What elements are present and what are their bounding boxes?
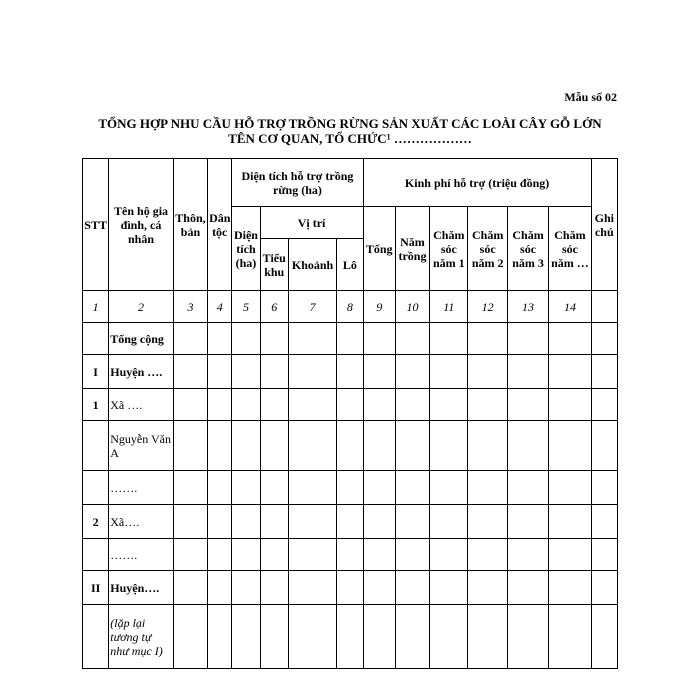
empty-cell <box>468 421 507 471</box>
header-care-year-3: Chăm sóc năm 3 <box>507 207 548 291</box>
header-area: Diện tích (ha) <box>232 207 260 291</box>
empty-cell <box>173 539 207 571</box>
empty-cell <box>363 389 395 421</box>
table-row <box>83 421 618 471</box>
empty-cell <box>260 539 288 571</box>
header-plot-zone: Khoảnh <box>288 239 336 291</box>
empty-cell <box>232 421 260 471</box>
empty-cell <box>232 571 260 605</box>
empty-cell <box>337 605 363 669</box>
empty-cell <box>363 505 395 539</box>
empty-cell <box>208 471 232 505</box>
empty-cell <box>173 471 207 505</box>
header-planting-year: Năm trồng <box>395 207 429 291</box>
header-care-year-1: Chăm sóc năm 1 <box>430 207 468 291</box>
row-name: Huyện…. <box>109 571 174 605</box>
row-name: Xã…. <box>109 505 174 539</box>
empty-cell <box>337 323 363 355</box>
column-number-row <box>83 291 618 323</box>
empty-cell <box>507 571 548 605</box>
empty-cell <box>507 421 548 471</box>
row-stt <box>83 323 109 355</box>
header-household: Tên hộ gia đình, cá nhân <box>109 159 174 291</box>
empty-cell <box>337 471 363 505</box>
empty-cell <box>591 291 617 323</box>
column-number: 12 <box>468 291 507 323</box>
empty-cell <box>549 389 591 421</box>
empty-cell <box>173 355 207 389</box>
row-name: Nguyễn Văn A <box>109 421 174 471</box>
column-number: 9 <box>363 291 395 323</box>
empty-cell <box>232 505 260 539</box>
empty-cell <box>232 389 260 421</box>
empty-cell <box>591 571 617 605</box>
table-row <box>83 605 618 669</box>
empty-cell <box>468 389 507 421</box>
empty-cell <box>395 421 429 471</box>
header-location: Vị trí <box>260 207 363 239</box>
title-line-1: TỔNG HỢP NHU CẦU HỖ TRỢ TRỒNG RỪNG SẢN XUẤT CÁC LOÀI CÂY GỖ LỚN <box>98 116 602 131</box>
header-care-year-2: Chăm sóc năm 2 <box>468 207 507 291</box>
empty-cell <box>363 571 395 605</box>
empty-cell <box>260 505 288 539</box>
table-row <box>83 539 618 571</box>
empty-cell <box>591 421 617 471</box>
empty-cell <box>173 605 207 669</box>
empty-cell <box>507 355 548 389</box>
row-stt: 1 <box>83 389 109 421</box>
empty-cell <box>337 505 363 539</box>
empty-cell <box>173 421 207 471</box>
empty-cell <box>363 421 395 471</box>
empty-cell <box>288 389 336 421</box>
empty-cell <box>395 471 429 505</box>
form-number: Mẫu số 02 <box>564 90 617 104</box>
empty-cell <box>395 505 429 539</box>
empty-cell <box>260 571 288 605</box>
column-number: 2 <box>109 291 174 323</box>
column-number: 8 <box>337 291 363 323</box>
empty-cell <box>363 605 395 669</box>
header-care-year-n: Chăm sóc năm … <box>549 207 591 291</box>
empty-cell <box>395 389 429 421</box>
empty-cell <box>430 421 468 471</box>
row-name: Huyện …. <box>109 355 174 389</box>
table-row <box>83 389 618 421</box>
empty-cell <box>173 323 207 355</box>
column-number: 7 <box>288 291 336 323</box>
header-village: Thôn, bản <box>173 159 207 291</box>
column-number: 1 <box>83 291 109 323</box>
empty-cell <box>395 323 429 355</box>
empty-cell <box>549 605 591 669</box>
empty-cell <box>232 323 260 355</box>
empty-cell <box>468 605 507 669</box>
row-stt: II <box>83 571 109 605</box>
empty-cell <box>363 355 395 389</box>
empty-cell <box>468 323 507 355</box>
row-name: Xã …. <box>109 389 174 421</box>
empty-cell <box>260 355 288 389</box>
row-name: ……. <box>109 539 174 571</box>
empty-cell <box>468 505 507 539</box>
column-number: 10 <box>395 291 429 323</box>
empty-cell <box>430 539 468 571</box>
table-row <box>83 471 618 505</box>
empty-cell <box>468 539 507 571</box>
empty-cell <box>430 605 468 669</box>
header-funding-group: Kinh phí hỗ trợ (triệu đồng) <box>363 159 591 207</box>
empty-cell <box>363 539 395 571</box>
empty-cell <box>337 571 363 605</box>
empty-cell <box>260 421 288 471</box>
empty-cell <box>208 355 232 389</box>
empty-cell <box>395 539 429 571</box>
empty-cell <box>507 505 548 539</box>
table-row <box>83 323 618 355</box>
empty-cell <box>591 539 617 571</box>
empty-cell <box>260 471 288 505</box>
empty-cell <box>507 389 548 421</box>
header-stt: STT <box>83 159 109 291</box>
empty-cell <box>395 355 429 389</box>
table-row <box>83 505 618 539</box>
empty-cell <box>507 539 548 571</box>
empty-cell <box>260 389 288 421</box>
empty-cell <box>363 471 395 505</box>
empty-cell <box>430 571 468 605</box>
empty-cell <box>430 355 468 389</box>
row-stt <box>83 471 109 505</box>
empty-cell <box>337 389 363 421</box>
empty-cell <box>337 355 363 389</box>
empty-cell <box>549 539 591 571</box>
empty-cell <box>549 505 591 539</box>
empty-cell <box>591 355 617 389</box>
table-row <box>83 355 618 389</box>
header-total: Tổng <box>363 207 395 291</box>
empty-cell <box>430 323 468 355</box>
header-ethnic: Dân tộc <box>208 159 232 291</box>
empty-cell <box>549 355 591 389</box>
row-stt: I <box>83 355 109 389</box>
empty-cell <box>208 505 232 539</box>
empty-cell <box>208 389 232 421</box>
empty-cell <box>208 323 232 355</box>
header-lot: Lô <box>337 239 363 291</box>
empty-cell <box>208 539 232 571</box>
row-name: (lặp lại tương tự như mục I) <box>109 605 174 669</box>
header-area-group: Diện tích hỗ trợ trồng rừng (ha) <box>232 159 363 207</box>
empty-cell <box>395 571 429 605</box>
empty-cell <box>507 323 548 355</box>
empty-cell <box>208 571 232 605</box>
row-stt <box>83 421 109 471</box>
empty-cell <box>260 323 288 355</box>
empty-cell <box>173 505 207 539</box>
empty-cell <box>430 389 468 421</box>
empty-cell <box>549 571 591 605</box>
empty-cell <box>288 355 336 389</box>
empty-cell <box>507 605 548 669</box>
row-stt <box>83 605 109 669</box>
empty-cell <box>288 605 336 669</box>
title-line-2: TÊN CƠ QUAN, TỔ CHỨC¹ ……………… <box>228 131 472 146</box>
column-number: 3 <box>173 291 207 323</box>
column-number: 5 <box>232 291 260 323</box>
empty-cell <box>173 389 207 421</box>
empty-cell <box>288 323 336 355</box>
header-sub-zone: Tiểu khu <box>260 239 288 291</box>
empty-cell <box>288 539 336 571</box>
empty-cell <box>337 539 363 571</box>
empty-cell <box>468 571 507 605</box>
empty-cell <box>208 605 232 669</box>
summary-table <box>82 158 618 669</box>
empty-cell <box>430 505 468 539</box>
empty-cell <box>288 571 336 605</box>
empty-cell <box>288 421 336 471</box>
empty-cell <box>288 505 336 539</box>
empty-cell <box>232 355 260 389</box>
empty-cell <box>430 471 468 505</box>
empty-cell <box>395 605 429 669</box>
empty-cell <box>468 355 507 389</box>
row-stt <box>83 539 109 571</box>
empty-cell <box>173 571 207 605</box>
row-name: Tổng cộng <box>109 323 174 355</box>
column-number: 13 <box>507 291 548 323</box>
empty-cell <box>591 323 617 355</box>
empty-cell <box>337 421 363 471</box>
empty-cell <box>549 323 591 355</box>
empty-cell <box>591 389 617 421</box>
empty-cell <box>260 605 288 669</box>
column-number: 6 <box>260 291 288 323</box>
empty-cell <box>232 605 260 669</box>
empty-cell <box>591 605 617 669</box>
empty-cell <box>591 471 617 505</box>
empty-cell <box>549 471 591 505</box>
column-number: 14 <box>549 291 591 323</box>
empty-cell <box>232 539 260 571</box>
empty-cell <box>507 471 548 505</box>
table-row <box>83 571 618 605</box>
empty-cell <box>591 505 617 539</box>
row-stt: 2 <box>83 505 109 539</box>
empty-cell <box>468 471 507 505</box>
column-number: 11 <box>430 291 468 323</box>
empty-cell <box>232 471 260 505</box>
empty-cell <box>288 471 336 505</box>
empty-cell <box>363 323 395 355</box>
document-title <box>60 116 640 146</box>
row-name: ……. <box>109 471 174 505</box>
header-note: Ghi chú <box>591 159 617 291</box>
empty-cell <box>208 421 232 471</box>
empty-cell <box>549 421 591 471</box>
column-number: 4 <box>208 291 232 323</box>
